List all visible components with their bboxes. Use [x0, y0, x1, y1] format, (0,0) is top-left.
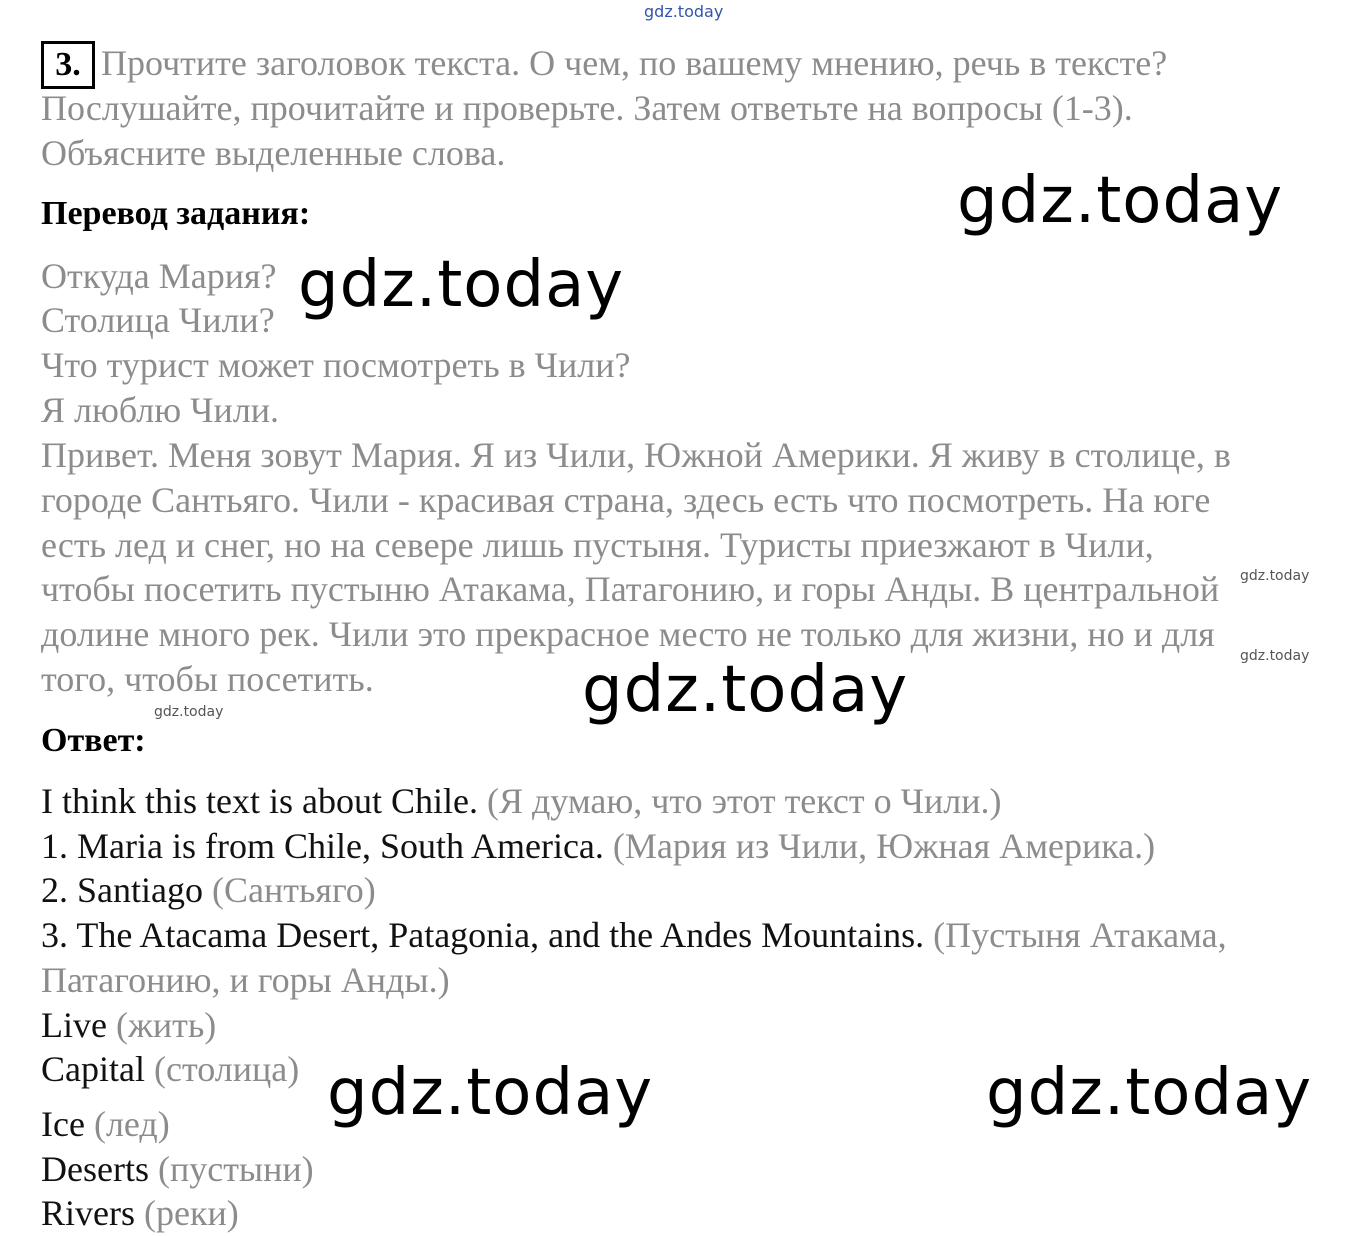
watermark-small: gdz.today: [1240, 648, 1310, 664]
answer-russian: (Мария из Чили, Южная Америка.): [603, 826, 1156, 866]
answer-russian: (Я думаю, что этот текст о Чили.): [477, 781, 1002, 821]
answer-russian: (лед): [84, 1104, 170, 1144]
translation-line-4: Я люблю Чили.: [41, 390, 280, 430]
answer-line-10: [41, 1191, 239, 1235]
watermark-large: gdz.today: [298, 248, 625, 322]
watermark-large: gdz.today: [986, 1056, 1313, 1130]
translation-line-10: того, чтобы посетить.: [41, 659, 374, 699]
translation-line-8: чтобы посетить пустыню Атакама, Патагонию, и горы Анды. В центральной: [41, 569, 1220, 609]
answer-russian: (Пустыня Атакама,: [924, 915, 1227, 955]
answer-heading: Ответ:: [41, 722, 146, 759]
answer-russian: (реки): [135, 1193, 239, 1233]
translation-line-3: Что турист может посмотреть в Чили?: [41, 345, 631, 385]
task-instruction-line-2: Послушайте, прочитайте и проверьте. Затем ответьте на вопросы (1-3).: [41, 88, 1133, 128]
watermark-small: gdz.today: [1240, 568, 1310, 584]
answer-russian: Патагонию, и горы Анды.): [41, 960, 450, 1000]
answer-english: Deserts: [41, 1149, 149, 1189]
task-instruction-line-3: Объясните выделенные слова.: [41, 133, 506, 173]
translation-line-9: долине много рек. Чили это прекрасное место не только для жизни, но и для: [41, 614, 1215, 654]
answer-english: Rivers: [41, 1193, 135, 1233]
answer-english: 2. Santiago: [41, 870, 203, 910]
answer-russian: (жить): [106, 1005, 217, 1045]
translation-line-1: Откуда Мария?: [41, 256, 277, 296]
answer-line-7: [41, 1047, 299, 1091]
translation-line-2: Столица Чили?: [41, 300, 275, 340]
translation-line-5: Привет. Меня зовут Мария. Я из Чили, Южной Америки. Я живу в столице, в: [41, 435, 1231, 475]
answer-line-3: [41, 868, 376, 912]
answer-russian: (пустыни): [148, 1149, 314, 1189]
watermark-small: gdz.today: [154, 704, 224, 720]
answer-english: Live: [41, 1005, 107, 1045]
task-instruction-line-1: Прочтите заголовок текста. О чем, по вашему мнению, речь в тексте?: [101, 43, 1168, 83]
answer-russian: (Сантьяго): [202, 870, 376, 910]
answer-line-8: [41, 1102, 170, 1146]
answer-line-1: [41, 779, 1001, 823]
answer-english: 3. The Atacama Desert, Patagonia, and the Andes Mountains.: [41, 915, 925, 955]
translation-heading: Перевод задания:: [41, 195, 311, 232]
translation-line-7: есть лед и снег, но на севере лишь пустыня. Туристы приезжают в Чили,: [41, 525, 1154, 565]
answer-line-5: [41, 958, 450, 1002]
answer-line-4: [41, 913, 1227, 957]
answer-line-9: [41, 1147, 314, 1191]
watermark-top: gdz.today: [644, 2, 724, 21]
watermark-large: gdz.today: [957, 164, 1284, 238]
answer-english: I think this text is about Chile.: [41, 781, 478, 821]
task-number-box: 3.: [41, 41, 95, 89]
translation-line-6: городе Сантьяго. Чили - красивая страна, здесь есть что посмотреть. На юге: [41, 480, 1211, 520]
answer-english: Ice: [41, 1104, 85, 1144]
watermark-large: gdz.today: [582, 653, 909, 727]
answer-english: Capital: [41, 1049, 145, 1089]
watermark-large: gdz.today: [327, 1056, 654, 1130]
answer-english: 1. Maria is from Chile, South America.: [41, 826, 604, 866]
answer-line-6: [41, 1003, 216, 1047]
answer-russian: (столица): [144, 1049, 300, 1089]
answer-line-2: [41, 824, 1155, 868]
